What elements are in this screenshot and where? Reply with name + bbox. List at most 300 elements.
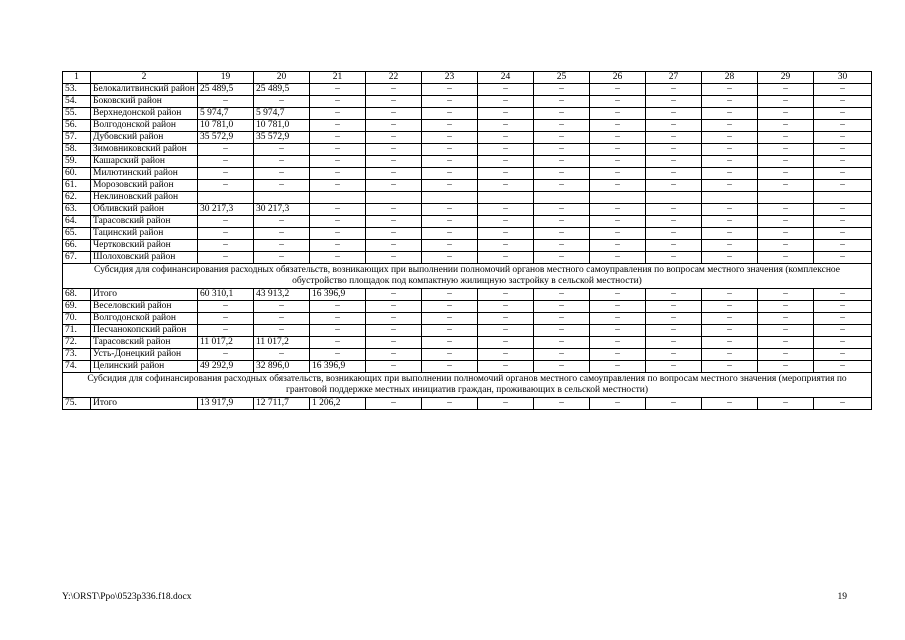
value-cell: – bbox=[422, 168, 478, 180]
value-cell: – bbox=[814, 289, 872, 301]
value-cell: – bbox=[590, 204, 646, 216]
value-cell: – bbox=[646, 398, 702, 410]
value-cell: – bbox=[310, 168, 366, 180]
value-cell: – bbox=[758, 96, 814, 108]
value-cell: – bbox=[478, 361, 534, 373]
value-cell: – bbox=[366, 313, 422, 325]
value-cell: – bbox=[310, 240, 366, 252]
value-cell: 10 781,0 bbox=[198, 120, 254, 132]
value-cell: – bbox=[310, 84, 366, 96]
value-cell: – bbox=[814, 313, 872, 325]
value-cell: – bbox=[702, 168, 758, 180]
value-cell: – bbox=[702, 337, 758, 349]
value-cell: – bbox=[814, 252, 872, 264]
value-cell: – bbox=[310, 252, 366, 264]
district-name: Верхнедонской район bbox=[91, 108, 198, 120]
value-cell: – bbox=[814, 216, 872, 228]
value-cell: – bbox=[198, 216, 254, 228]
value-cell: – bbox=[646, 96, 702, 108]
value-cell: – bbox=[814, 180, 872, 192]
row-number: 59. bbox=[63, 156, 91, 168]
district-name: Усть-Донецкий район bbox=[91, 349, 198, 361]
value-cell: – bbox=[814, 168, 872, 180]
value-cell: – bbox=[814, 132, 872, 144]
value-cell: – bbox=[646, 204, 702, 216]
section-title: Субсидия для софинансирования расходных обязательств, возникающих при выполнении полномочий органов местного самоуправления по вопросам местного значения (мероприятия по грантовой поддержке местных инициатив граждан, проживающих в сельской местности) bbox=[63, 373, 872, 398]
value-cell bbox=[590, 192, 646, 204]
table-row bbox=[63, 96, 872, 108]
district-name: Волгодонской район bbox=[91, 313, 198, 325]
district-name: Целинский район bbox=[91, 361, 198, 373]
value-cell: – bbox=[422, 120, 478, 132]
value-cell: – bbox=[646, 108, 702, 120]
value-cell: – bbox=[814, 337, 872, 349]
value-cell: – bbox=[366, 180, 422, 192]
row-number: 64. bbox=[63, 216, 91, 228]
value-cell: – bbox=[422, 361, 478, 373]
value-cell: – bbox=[422, 289, 478, 301]
district-name: Тацинский район bbox=[91, 228, 198, 240]
value-cell: – bbox=[702, 349, 758, 361]
value-cell: – bbox=[366, 96, 422, 108]
value-cell: – bbox=[534, 96, 590, 108]
row-number: 58. bbox=[63, 144, 91, 156]
value-cell: – bbox=[198, 301, 254, 313]
value-cell: – bbox=[814, 204, 872, 216]
value-cell: – bbox=[702, 156, 758, 168]
value-cell: – bbox=[478, 252, 534, 264]
table-row bbox=[63, 120, 872, 132]
value-cell: – bbox=[702, 120, 758, 132]
value-cell bbox=[814, 192, 872, 204]
value-cell: – bbox=[758, 301, 814, 313]
value-cell bbox=[422, 192, 478, 204]
header-cell: 21 bbox=[310, 72, 366, 84]
value-cell: – bbox=[702, 96, 758, 108]
value-cell: 25 489,5 bbox=[198, 84, 254, 96]
table-row bbox=[63, 301, 872, 313]
value-cell: – bbox=[702, 180, 758, 192]
value-cell: – bbox=[646, 180, 702, 192]
value-cell: – bbox=[198, 144, 254, 156]
value-cell: – bbox=[422, 301, 478, 313]
value-cell: – bbox=[422, 313, 478, 325]
row-number: 75. bbox=[63, 398, 91, 410]
value-cell: – bbox=[198, 168, 254, 180]
value-cell: – bbox=[534, 180, 590, 192]
row-number: 70. bbox=[63, 313, 91, 325]
value-cell: – bbox=[534, 325, 590, 337]
value-cell: – bbox=[590, 228, 646, 240]
value-cell: – bbox=[478, 156, 534, 168]
district-name: Итого bbox=[91, 398, 198, 410]
row-number: 74. bbox=[63, 361, 91, 373]
value-cell: – bbox=[534, 144, 590, 156]
header-cell: 30 bbox=[814, 72, 872, 84]
value-cell: – bbox=[590, 216, 646, 228]
value-cell: – bbox=[590, 108, 646, 120]
value-cell: – bbox=[254, 240, 310, 252]
value-cell: – bbox=[534, 301, 590, 313]
value-cell: – bbox=[814, 156, 872, 168]
value-cell: 11 017,2 bbox=[198, 337, 254, 349]
value-cell: – bbox=[590, 120, 646, 132]
value-cell: – bbox=[534, 228, 590, 240]
value-cell: 49 292,9 bbox=[198, 361, 254, 373]
value-cell: – bbox=[814, 398, 872, 410]
value-cell: – bbox=[590, 144, 646, 156]
value-cell: – bbox=[814, 108, 872, 120]
value-cell: – bbox=[590, 132, 646, 144]
value-cell: – bbox=[254, 180, 310, 192]
value-cell: – bbox=[422, 252, 478, 264]
value-cell: – bbox=[422, 180, 478, 192]
value-cell: – bbox=[758, 108, 814, 120]
value-cell: – bbox=[646, 120, 702, 132]
value-cell bbox=[310, 192, 366, 204]
value-cell: – bbox=[534, 84, 590, 96]
value-cell: – bbox=[758, 168, 814, 180]
value-cell: – bbox=[758, 132, 814, 144]
district-name: Боковский район bbox=[91, 96, 198, 108]
value-cell: – bbox=[254, 228, 310, 240]
header-cell: 22 bbox=[366, 72, 422, 84]
value-cell: – bbox=[646, 337, 702, 349]
value-cell: – bbox=[702, 361, 758, 373]
value-cell: – bbox=[198, 156, 254, 168]
value-cell: – bbox=[310, 325, 366, 337]
value-cell: – bbox=[534, 108, 590, 120]
district-name: Обливский район bbox=[91, 204, 198, 216]
value-cell: – bbox=[422, 349, 478, 361]
row-number: 66. bbox=[63, 240, 91, 252]
value-cell: – bbox=[478, 325, 534, 337]
header-cell: 19 bbox=[198, 72, 254, 84]
value-cell: – bbox=[814, 301, 872, 313]
value-cell: – bbox=[198, 313, 254, 325]
header-cell: 29 bbox=[758, 72, 814, 84]
row-number: 57. bbox=[63, 132, 91, 144]
value-cell: 60 310,1 bbox=[198, 289, 254, 301]
table-row bbox=[63, 228, 872, 240]
value-cell: – bbox=[646, 84, 702, 96]
value-cell: – bbox=[478, 84, 534, 96]
value-cell bbox=[702, 192, 758, 204]
value-cell: – bbox=[478, 180, 534, 192]
row-number: 61. bbox=[63, 180, 91, 192]
value-cell: – bbox=[478, 313, 534, 325]
value-cell: – bbox=[366, 398, 422, 410]
value-cell: – bbox=[590, 398, 646, 410]
value-cell: – bbox=[478, 349, 534, 361]
value-cell: 43 913,2 bbox=[254, 289, 310, 301]
value-cell: – bbox=[198, 240, 254, 252]
value-cell: – bbox=[198, 349, 254, 361]
value-cell: – bbox=[478, 168, 534, 180]
table-row bbox=[63, 349, 872, 361]
value-cell: – bbox=[534, 240, 590, 252]
value-cell: – bbox=[758, 349, 814, 361]
value-cell: – bbox=[534, 337, 590, 349]
value-cell: – bbox=[366, 301, 422, 313]
value-cell: – bbox=[646, 313, 702, 325]
district-name: Веселовский район bbox=[91, 301, 198, 313]
value-cell: – bbox=[702, 325, 758, 337]
row-number: 62. bbox=[63, 192, 91, 204]
table-row bbox=[63, 84, 872, 96]
value-cell: – bbox=[310, 228, 366, 240]
value-cell: – bbox=[254, 301, 310, 313]
district-name: Милютинский район bbox=[91, 168, 198, 180]
district-name: Зимовниковский район bbox=[91, 144, 198, 156]
value-cell: – bbox=[702, 289, 758, 301]
value-cell: – bbox=[646, 144, 702, 156]
page-number: 19 bbox=[837, 592, 847, 602]
value-cell: 35 572,9 bbox=[198, 132, 254, 144]
value-cell: – bbox=[702, 84, 758, 96]
value-cell: – bbox=[702, 216, 758, 228]
value-cell: – bbox=[590, 240, 646, 252]
table-row bbox=[63, 252, 872, 264]
value-cell: – bbox=[646, 289, 702, 301]
value-cell: – bbox=[254, 325, 310, 337]
value-cell: – bbox=[590, 289, 646, 301]
header-cell: 1 bbox=[63, 72, 91, 84]
value-cell: – bbox=[814, 120, 872, 132]
value-cell: – bbox=[478, 337, 534, 349]
value-cell: – bbox=[758, 252, 814, 264]
value-cell: – bbox=[310, 180, 366, 192]
table-row bbox=[63, 204, 872, 216]
row-number: 68. bbox=[63, 289, 91, 301]
value-cell: – bbox=[534, 349, 590, 361]
value-cell: – bbox=[310, 301, 366, 313]
value-cell: – bbox=[758, 216, 814, 228]
value-cell: – bbox=[366, 349, 422, 361]
header-cell: 26 bbox=[590, 72, 646, 84]
value-cell: – bbox=[310, 144, 366, 156]
table-row bbox=[63, 108, 872, 120]
value-cell: – bbox=[590, 96, 646, 108]
value-cell: 13 917,9 bbox=[198, 398, 254, 410]
value-cell: – bbox=[758, 84, 814, 96]
value-cell: – bbox=[422, 132, 478, 144]
value-cell: – bbox=[758, 144, 814, 156]
value-cell: 11 017,2 bbox=[254, 337, 310, 349]
value-cell: 16 396,9 bbox=[310, 289, 366, 301]
value-cell: – bbox=[758, 313, 814, 325]
value-cell: – bbox=[422, 144, 478, 156]
district-name: Чертковский район bbox=[91, 240, 198, 252]
value-cell: – bbox=[590, 325, 646, 337]
header-row bbox=[63, 72, 872, 84]
value-cell: 30 217,3 bbox=[254, 204, 310, 216]
district-name: Кашарский район bbox=[91, 156, 198, 168]
value-cell: – bbox=[590, 301, 646, 313]
section-title: Субсидия для софинансирования расходных обязательств, возникающих при выполнении полномочий органов местного самоуправления по вопросам местного значения (комплексное обустройство площадок под компактную жилищную застройку в сельской местности) bbox=[63, 264, 872, 289]
value-cell: – bbox=[198, 96, 254, 108]
value-cell: – bbox=[422, 84, 478, 96]
value-cell: – bbox=[422, 96, 478, 108]
table-row bbox=[63, 192, 872, 204]
value-cell: – bbox=[758, 325, 814, 337]
value-cell: – bbox=[422, 337, 478, 349]
value-cell: – bbox=[814, 96, 872, 108]
value-cell: 10 781,0 bbox=[254, 120, 310, 132]
district-name: Неклиновский район bbox=[91, 192, 198, 204]
value-cell: – bbox=[366, 108, 422, 120]
value-cell: – bbox=[534, 204, 590, 216]
value-cell: – bbox=[478, 240, 534, 252]
table-row bbox=[63, 313, 872, 325]
value-cell: – bbox=[590, 168, 646, 180]
value-cell: – bbox=[366, 168, 422, 180]
value-cell: – bbox=[534, 361, 590, 373]
value-cell: – bbox=[758, 337, 814, 349]
value-cell: – bbox=[590, 84, 646, 96]
row-number: 54. bbox=[63, 96, 91, 108]
value-cell: – bbox=[366, 325, 422, 337]
value-cell: – bbox=[814, 361, 872, 373]
header-cell: 20 bbox=[254, 72, 310, 84]
value-cell: – bbox=[478, 204, 534, 216]
value-cell: – bbox=[198, 252, 254, 264]
value-cell: – bbox=[646, 216, 702, 228]
header-cell: 27 bbox=[646, 72, 702, 84]
value-cell: – bbox=[422, 156, 478, 168]
row-number: 71. bbox=[63, 325, 91, 337]
value-cell: – bbox=[366, 240, 422, 252]
value-cell: – bbox=[646, 156, 702, 168]
value-cell: 1 206,2 bbox=[310, 398, 366, 410]
value-cell: – bbox=[310, 120, 366, 132]
value-cell: – bbox=[758, 228, 814, 240]
value-cell: – bbox=[758, 240, 814, 252]
value-cell: – bbox=[478, 120, 534, 132]
value-cell: – bbox=[366, 216, 422, 228]
value-cell: – bbox=[366, 337, 422, 349]
row-number: 63. bbox=[63, 204, 91, 216]
district-name: Волгодонской район bbox=[91, 120, 198, 132]
row-number: 60. bbox=[63, 168, 91, 180]
value-cell: – bbox=[478, 301, 534, 313]
value-cell: – bbox=[478, 398, 534, 410]
value-cell: – bbox=[758, 156, 814, 168]
table-row bbox=[63, 337, 872, 349]
row-number: 67. bbox=[63, 252, 91, 264]
value-cell: – bbox=[646, 132, 702, 144]
value-cell: – bbox=[590, 349, 646, 361]
value-cell: – bbox=[702, 301, 758, 313]
value-cell: – bbox=[310, 204, 366, 216]
table-row bbox=[63, 156, 872, 168]
value-cell: – bbox=[422, 108, 478, 120]
value-cell: – bbox=[590, 180, 646, 192]
value-cell: 25 489,5 bbox=[254, 84, 310, 96]
value-cell: – bbox=[534, 252, 590, 264]
value-cell: – bbox=[254, 156, 310, 168]
value-cell: – bbox=[590, 313, 646, 325]
value-cell: – bbox=[310, 313, 366, 325]
row-number: 55. bbox=[63, 108, 91, 120]
value-cell: – bbox=[702, 132, 758, 144]
value-cell bbox=[534, 192, 590, 204]
value-cell: – bbox=[478, 108, 534, 120]
header-cell: 25 bbox=[534, 72, 590, 84]
value-cell: – bbox=[198, 325, 254, 337]
value-cell: – bbox=[310, 156, 366, 168]
table-row bbox=[63, 361, 872, 373]
table-row bbox=[63, 216, 872, 228]
value-cell: – bbox=[590, 156, 646, 168]
budget-table bbox=[62, 71, 872, 410]
value-cell: – bbox=[310, 108, 366, 120]
value-cell: – bbox=[702, 240, 758, 252]
district-name: Итого bbox=[91, 289, 198, 301]
value-cell: – bbox=[254, 144, 310, 156]
value-cell: – bbox=[758, 398, 814, 410]
value-cell: – bbox=[702, 204, 758, 216]
value-cell: – bbox=[646, 252, 702, 264]
district-name: Тарасовский район bbox=[91, 337, 198, 349]
header-cell: 2 bbox=[91, 72, 198, 84]
value-cell: – bbox=[590, 337, 646, 349]
section-row bbox=[63, 264, 872, 289]
value-cell: – bbox=[758, 204, 814, 216]
value-cell: – bbox=[254, 168, 310, 180]
row-number: 72. bbox=[63, 337, 91, 349]
value-cell: – bbox=[422, 204, 478, 216]
header-cell: 23 bbox=[422, 72, 478, 84]
value-cell: – bbox=[534, 120, 590, 132]
row-number: 73. bbox=[63, 349, 91, 361]
value-cell: 35 572,9 bbox=[254, 132, 310, 144]
value-cell: – bbox=[814, 240, 872, 252]
value-cell: – bbox=[254, 349, 310, 361]
table-row bbox=[63, 289, 872, 301]
value-cell: – bbox=[310, 216, 366, 228]
district-name: Песчанокопский район bbox=[91, 325, 198, 337]
value-cell: – bbox=[366, 156, 422, 168]
value-cell: – bbox=[422, 398, 478, 410]
value-cell: – bbox=[254, 252, 310, 264]
section-row bbox=[63, 373, 872, 398]
file-path: Y:\ORST\Ppo\0523p336.f18.docx bbox=[62, 592, 192, 602]
value-cell: – bbox=[254, 313, 310, 325]
value-cell: – bbox=[422, 228, 478, 240]
table-row bbox=[63, 180, 872, 192]
value-cell: – bbox=[534, 168, 590, 180]
value-cell: – bbox=[422, 325, 478, 337]
value-cell: – bbox=[646, 240, 702, 252]
value-cell: – bbox=[702, 108, 758, 120]
value-cell: – bbox=[366, 361, 422, 373]
value-cell: – bbox=[422, 216, 478, 228]
value-cell: – bbox=[366, 252, 422, 264]
value-cell: – bbox=[534, 313, 590, 325]
value-cell: – bbox=[758, 361, 814, 373]
value-cell: – bbox=[198, 180, 254, 192]
value-cell: – bbox=[814, 325, 872, 337]
table-row bbox=[63, 398, 872, 410]
value-cell: – bbox=[702, 144, 758, 156]
value-cell: – bbox=[366, 204, 422, 216]
value-cell: – bbox=[702, 313, 758, 325]
value-cell: – bbox=[814, 349, 872, 361]
table-row bbox=[63, 144, 872, 156]
value-cell: – bbox=[758, 180, 814, 192]
value-cell: – bbox=[366, 289, 422, 301]
